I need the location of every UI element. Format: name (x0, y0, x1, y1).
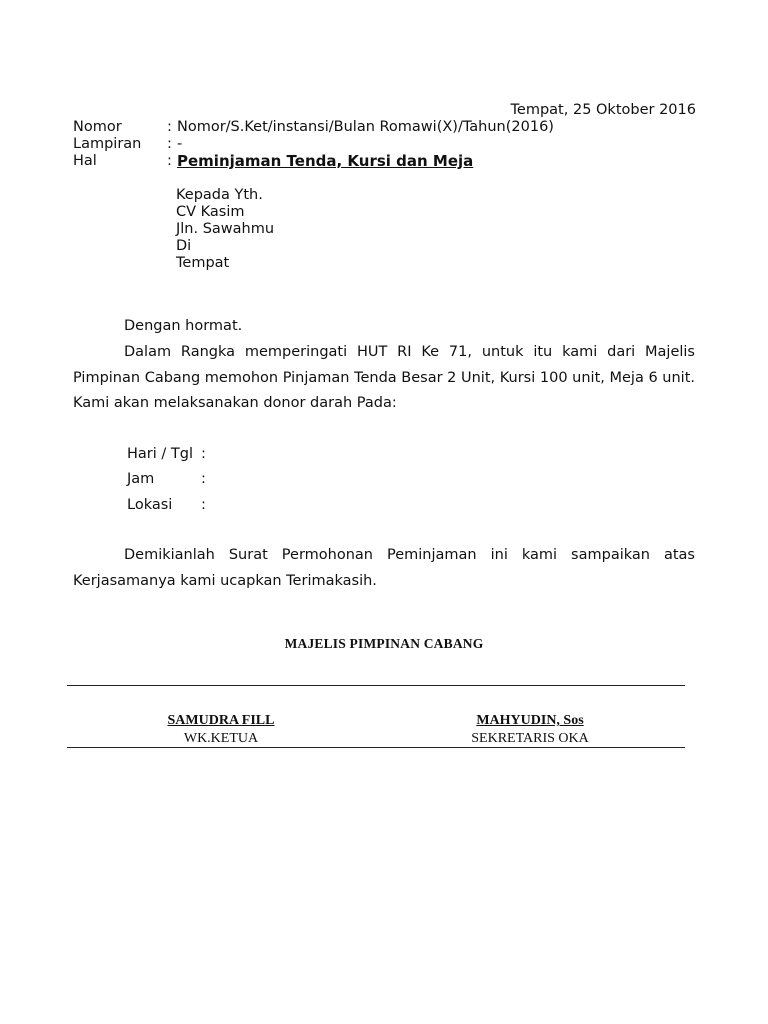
meta-value: Nomor/S.Ket/instansi/Bulan Romawi(X)/Tahun(2016) (177, 119, 554, 135)
field-colon: : (201, 446, 206, 462)
meta-colon: : (167, 136, 172, 152)
meta-colon: : (167, 119, 172, 135)
body-text: Dalam Rangka memperingati HUT RI Ke 71, untuk itu kami dari Majelis Pimpinan Cabang memohon Pinjaman Tenda Besar 2 Unit, Kursi 100 unit, Meja 6 unit. Kami akan melaksanakan donor darah Pada: (73, 344, 695, 411)
signatory-title-left: WK.KETUA (183, 731, 259, 746)
field-colon: : (201, 497, 206, 513)
recipient-line: CV Kasim (176, 204, 245, 220)
signatory-name-left: SAMUDRA FILL (167, 713, 275, 728)
body-paragraph (73, 340, 695, 417)
signatory-title-right: SEKRETARIS OKA (471, 731, 589, 746)
place-date: Tempat, 25 Oktober 2016 (510, 102, 696, 118)
field-lokasi (127, 497, 206, 513)
closing-paragraph (73, 543, 695, 594)
field-colon: : (201, 471, 206, 487)
meta-label: Lampiran (73, 136, 142, 152)
recipient-line: Tempat (176, 255, 230, 271)
recipient-line: Kepada Yth. (176, 187, 263, 203)
meta-value: - (177, 136, 183, 152)
recipient-line: Di (176, 238, 192, 254)
closing-text: Demikianlah Surat Permohonan Peminjaman ini kami sampaikan atas Kerjasamanya kami ucapkan Terimakasih. (73, 547, 695, 589)
bottom-divider (67, 747, 685, 748)
meta-label: Hal (73, 153, 97, 169)
field-jam (127, 471, 206, 487)
recipient-line: Jln. Sawahmu (176, 221, 275, 237)
subject-value: Peminjaman Tenda, Kursi dan Meja (177, 152, 474, 170)
meta-label: Nomor (73, 119, 122, 135)
meta-colon: : (167, 153, 172, 169)
signature-line (67, 685, 685, 686)
field-label: Lokasi (127, 497, 173, 513)
field-label: Jam (127, 471, 155, 487)
organization-name: MAJELIS PIMPINAN CABANG (284, 636, 484, 651)
greeting: Dengan hormat. (124, 318, 243, 334)
field-hari-tgl (127, 446, 206, 462)
field-label: Hari / Tgl (127, 446, 193, 462)
signatory-name-right: MAHYUDIN, Sos (476, 713, 584, 728)
